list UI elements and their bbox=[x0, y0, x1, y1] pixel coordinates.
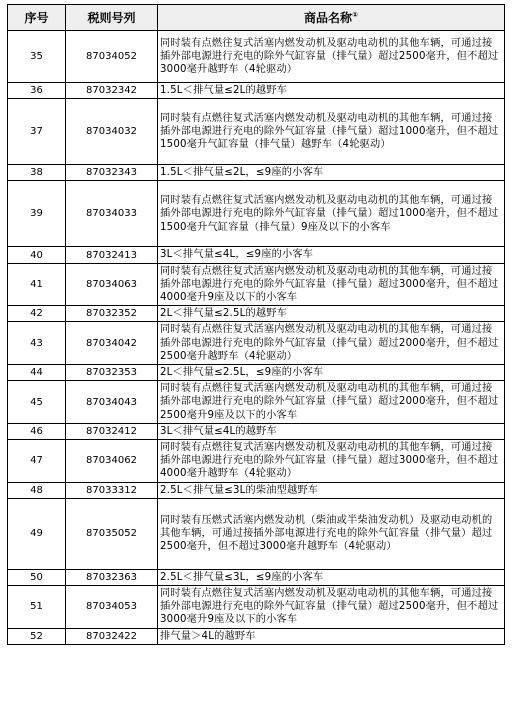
code-cell: 87033312 bbox=[66, 482, 158, 498]
table-row bbox=[8, 569, 505, 585]
code-cell: 87032363 bbox=[66, 569, 158, 585]
code-cell: 87032343 bbox=[66, 165, 158, 181]
seq-cell: 40 bbox=[8, 247, 66, 263]
name-cell: 2L＜排气量≤2.5L，≤9座的小客车 bbox=[158, 365, 505, 381]
code-cell: 87032413 bbox=[66, 247, 158, 263]
seq-cell: 42 bbox=[8, 306, 66, 322]
name-cell: 同时装有点燃往复式活塞内燃发动机及驱动电动机的其他车辆，可通过接插外部电源进行充电的除外气缸容量（排气量）超过1000毫升，但不超过1500毫升气缸容量（排气量）9座及以下的小客车 bbox=[158, 181, 505, 247]
seq-cell: 47 bbox=[8, 440, 66, 483]
code-cell: 87034063 bbox=[66, 263, 158, 306]
name-cell: 同时装有点燃往复式活塞内燃发动机及驱动电动机的其他车辆，可通过接插外部电源进行充电的除外气缸容量（排气量）超过2500毫升，但不超过3000毫升越野车（4轮驱动） bbox=[158, 31, 505, 83]
header-seq: 序号 bbox=[8, 5, 66, 31]
table-row bbox=[8, 322, 505, 365]
name-cell: 3L＜排气量≤4L，≤9座的小客车 bbox=[158, 247, 505, 263]
table-body bbox=[8, 31, 505, 645]
seq-cell: 44 bbox=[8, 365, 66, 381]
seq-cell: 48 bbox=[8, 482, 66, 498]
seq-cell: 43 bbox=[8, 322, 66, 365]
name-cell: 同时装有点燃往复式活塞内燃发动机及驱动电动机的其他车辆，可通过接插外部电源进行充电的除外气缸容量（排气量）超过2000毫升，但不超过2500毫升9座及以下的小客车 bbox=[158, 381, 505, 424]
table-row bbox=[8, 306, 505, 322]
name-cell: 2.5L＜排气量≤3L的柴油型越野车 bbox=[158, 482, 505, 498]
code-cell: 87032412 bbox=[66, 423, 158, 439]
table-row bbox=[8, 498, 505, 569]
name-cell: 同时装有点燃往复式活塞内燃发动机及驱动电动机的其他车辆，可通过接插外部电源进行充电的除外气缸容量（排气量）超过2500毫升，但不超过3000毫升9座及以下的小客车 bbox=[158, 586, 505, 629]
table-row bbox=[8, 165, 505, 181]
seq-cell: 46 bbox=[8, 423, 66, 439]
name-cell: 1.5L＜排气量≤2L的越野车 bbox=[158, 83, 505, 99]
tariff-table bbox=[7, 4, 505, 645]
table-row bbox=[8, 423, 505, 439]
table-row bbox=[8, 365, 505, 381]
name-cell: 同时装有点燃往复式活塞内燃发动机及驱动电动机的其他车辆，可通过接插外部电源进行充电的除外气缸容量（排气量）超过2000毫升，但不超过2500毫升越野车（4轮驱动） bbox=[158, 322, 505, 365]
name-cell: 同时装有压燃式活塞内燃发动机（柴油或半柴油发动机）及驱动电动机的其他车辆，可通过接插外部电源进行充电的除外气缸容量（排气量）超过2500毫升，但不超过3000毫升越野车（4轮驱动） bbox=[158, 498, 505, 569]
table-row bbox=[8, 482, 505, 498]
table-row bbox=[8, 440, 505, 483]
code-cell: 87034052 bbox=[66, 31, 158, 83]
header-name bbox=[158, 5, 505, 31]
code-cell: 87034062 bbox=[66, 440, 158, 483]
code-cell: 87035052 bbox=[66, 498, 158, 569]
table-row bbox=[8, 181, 505, 247]
name-cell: 排气量＞4L的越野车 bbox=[158, 628, 505, 644]
seq-cell: 36 bbox=[8, 83, 66, 99]
seq-cell: 37 bbox=[8, 99, 66, 165]
name-cell: 同时装有点燃往复式活塞内燃发动机及驱动电动机的其他车辆，可通过接插外部电源进行充电的除外气缸容量（排气量）超过3000毫升，但不超过4000毫升9座及以下的小客车 bbox=[158, 263, 505, 306]
code-cell: 87032352 bbox=[66, 306, 158, 322]
seq-cell: 52 bbox=[8, 628, 66, 644]
seq-cell: 45 bbox=[8, 381, 66, 424]
code-cell: 87034042 bbox=[66, 322, 158, 365]
table-row bbox=[8, 99, 505, 165]
code-cell: 87032422 bbox=[66, 628, 158, 644]
seq-cell: 49 bbox=[8, 498, 66, 569]
seq-cell: 50 bbox=[8, 569, 66, 585]
seq-cell: 41 bbox=[8, 263, 66, 306]
name-cell: 同时装有点燃往复式活塞内燃发动机及驱动电动机的其他车辆，可通过接插外部电源进行充电的除外气缸容量（排气量）超过3000毫升，但不超过4000毫升越野车（4轮驱动） bbox=[158, 440, 505, 483]
code-cell: 87034032 bbox=[66, 99, 158, 165]
seq-cell: 51 bbox=[8, 586, 66, 629]
table-row bbox=[8, 263, 505, 306]
table-row bbox=[8, 247, 505, 263]
seq-cell: 38 bbox=[8, 165, 66, 181]
code-cell: 87034053 bbox=[66, 586, 158, 629]
table-row bbox=[8, 586, 505, 629]
seq-cell: 35 bbox=[8, 31, 66, 83]
seq-cell: 39 bbox=[8, 181, 66, 247]
table-row bbox=[8, 31, 505, 83]
name-cell: 2.5L＜排气量≤3L，≤9座的小客车 bbox=[158, 569, 505, 585]
header-name-label: 商品名称 bbox=[304, 11, 353, 25]
table-row bbox=[8, 83, 505, 99]
table-row bbox=[8, 381, 505, 424]
table-header-row bbox=[8, 5, 505, 31]
code-cell: 87032342 bbox=[66, 83, 158, 99]
code-cell: 87032353 bbox=[66, 365, 158, 381]
name-cell: 同时装有点燃往复式活塞内燃发动机及驱动电动机的其他车辆，可通过接插外部电源进行充电的除外气缸容量（排气量）超过1000毫升，但不超过1500毫升气缸容量（排气量）越野车（4轮驱动） bbox=[158, 99, 505, 165]
table-row bbox=[8, 628, 505, 644]
name-cell: 2L＜排气量≤2.5L的越野车 bbox=[158, 306, 505, 322]
header-code: 税则号列 bbox=[66, 5, 158, 31]
footnote-marker: ① bbox=[352, 11, 358, 19]
code-cell: 87034043 bbox=[66, 381, 158, 424]
code-cell: 87034033 bbox=[66, 181, 158, 247]
name-cell: 1.5L＜排气量≤2L，≤9座的小客车 bbox=[158, 165, 505, 181]
name-cell: 3L＜排气量≤4L的越野车 bbox=[158, 423, 505, 439]
